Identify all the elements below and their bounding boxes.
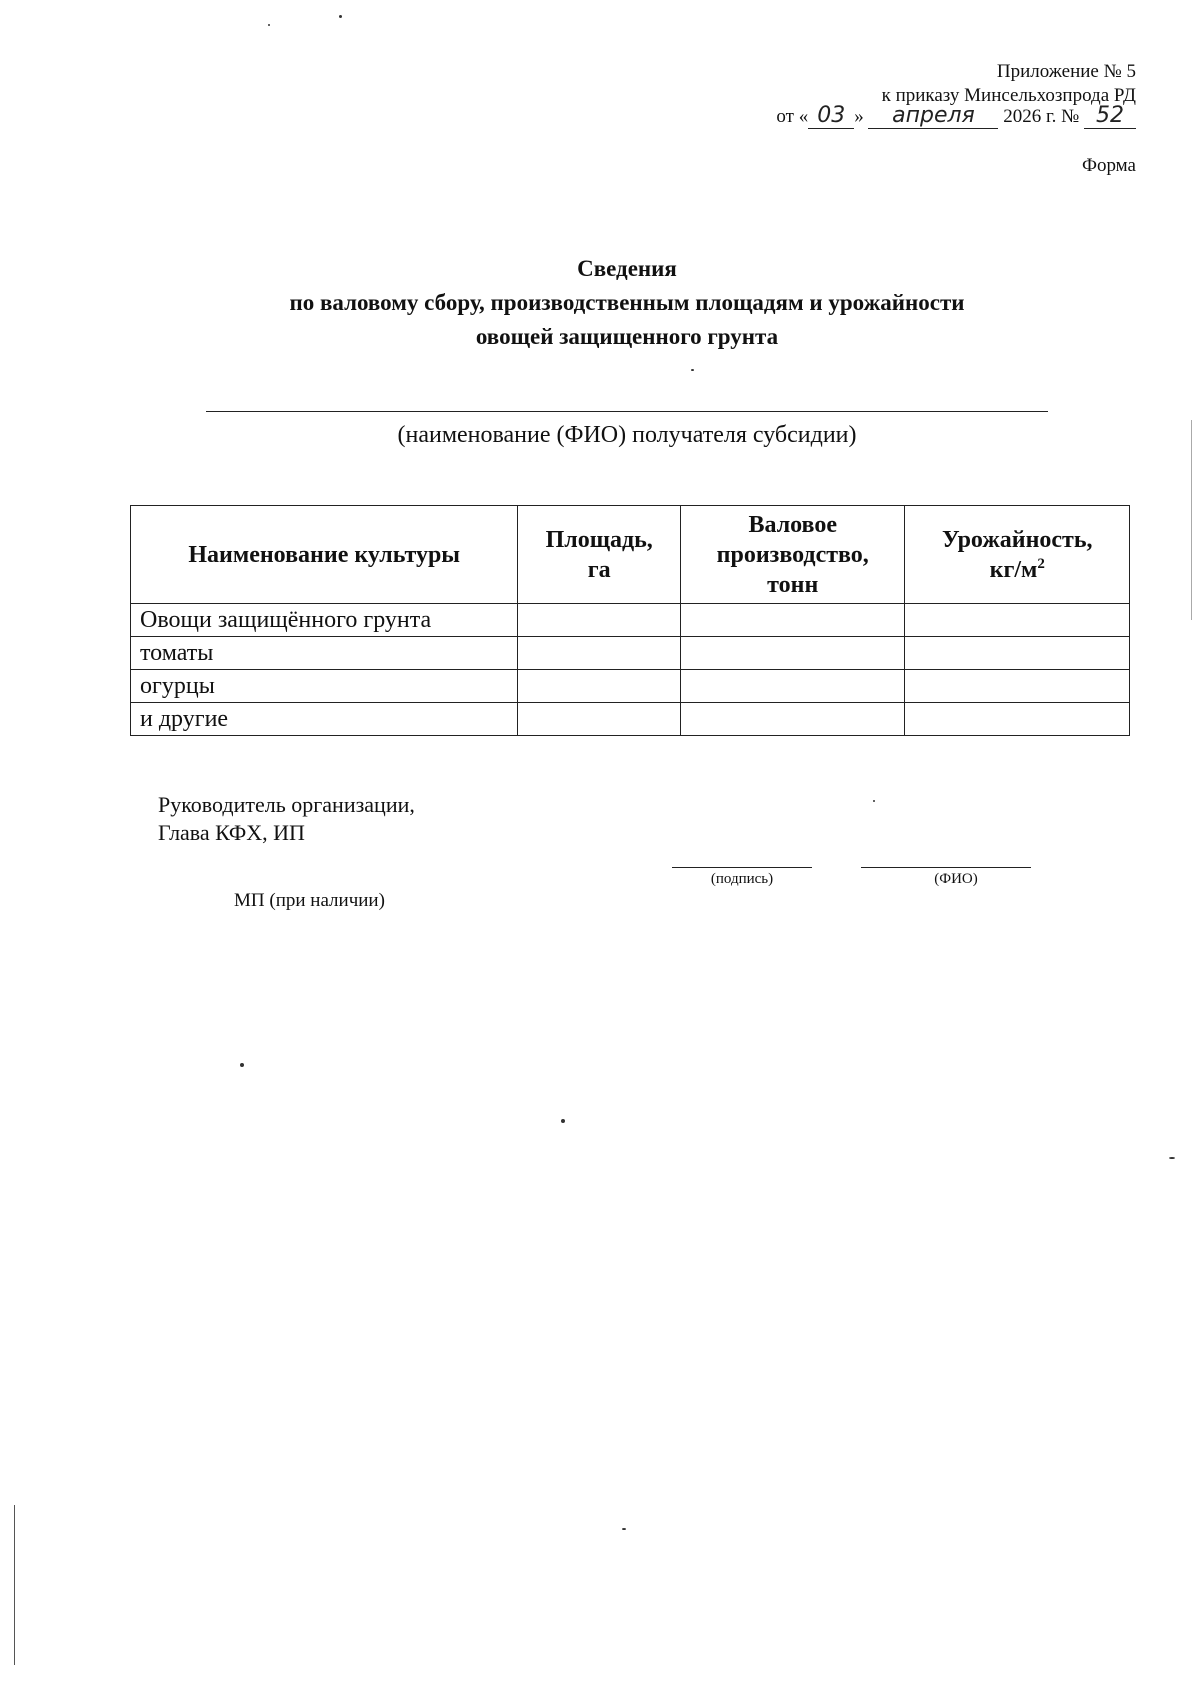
- date-sep: »: [854, 106, 864, 127]
- scan-speck: [691, 369, 694, 371]
- crop-name: томаты: [131, 637, 518, 670]
- area-cell[interactable]: [518, 637, 681, 670]
- table-row: [131, 670, 1130, 703]
- yield-cell[interactable]: [905, 670, 1130, 703]
- gross-cell[interactable]: [681, 604, 905, 637]
- order-label: к приказу Минсельхозпрода РД: [881, 85, 1136, 106]
- scan-speck: [873, 800, 875, 802]
- yield-cell[interactable]: [905, 637, 1130, 670]
- signature-field-line[interactable]: [672, 867, 812, 868]
- col-header-gross: Валовое производство, тонн: [681, 506, 905, 604]
- head-title: Руководитель организации,: [158, 792, 415, 817]
- crop-name: Овощи защищённого грунта: [131, 604, 518, 637]
- order-date-line: [776, 104, 1136, 134]
- order-number: 52: [1084, 104, 1136, 129]
- recipient-caption: (наименование (ФИО) получателя субсидии): [397, 422, 857, 448]
- appendix-label: Приложение № 5: [996, 61, 1136, 82]
- table-row: [131, 604, 1130, 637]
- gross-cell[interactable]: [681, 637, 905, 670]
- doc-title: Сведения: [577, 256, 677, 281]
- date-prefix: от «: [776, 106, 809, 127]
- crop-table: [130, 505, 1130, 736]
- doc-subtitle-2: овощей защищенного грунта: [475, 324, 779, 349]
- gross-cell[interactable]: [681, 670, 905, 703]
- table-header-row: [131, 506, 1130, 604]
- yield-cell[interactable]: [905, 703, 1130, 736]
- scan-speck: [268, 24, 270, 26]
- scan-speck: [240, 1063, 244, 1067]
- gross-cell[interactable]: [681, 703, 905, 736]
- date-year: 2026 г. №: [1003, 106, 1080, 127]
- table-row: [131, 703, 1130, 736]
- name-caption: (ФИО): [934, 871, 978, 887]
- doc-subtitle-1: по валовому сбору, производственным площадям и урожайности: [289, 290, 965, 315]
- area-cell[interactable]: [518, 703, 681, 736]
- date-day: 03: [808, 104, 854, 129]
- scan-edge: [14, 1505, 15, 1665]
- date-month: апреля: [868, 104, 998, 129]
- table-row: [131, 637, 1130, 670]
- area-cell[interactable]: [518, 604, 681, 637]
- scan-speck: [339, 15, 342, 18]
- scan-speck: [622, 1528, 626, 1530]
- signature-caption: (подпись): [710, 871, 774, 887]
- recipient-field-line[interactable]: [206, 411, 1048, 412]
- form-label: Форма: [1081, 155, 1136, 176]
- head-title-2: Глава КФХ, ИП: [158, 820, 305, 845]
- stamp-caption: МП (при наличии): [234, 890, 385, 911]
- col-header-yield: Урожайность, $кг/м^2$: [905, 506, 1130, 604]
- col-header-crop: Наименование культуры: [131, 506, 518, 604]
- crop-name: огурцы: [131, 670, 518, 703]
- yield-cell[interactable]: [905, 604, 1130, 637]
- scan-speck: [561, 1119, 565, 1123]
- scan-speck: [1169, 1157, 1175, 1159]
- col-header-area: Площадь, га: [518, 506, 681, 604]
- area-cell[interactable]: [518, 670, 681, 703]
- name-field-line[interactable]: [861, 867, 1031, 868]
- scan-edge: [1191, 420, 1192, 620]
- crop-name: и другие: [131, 703, 518, 736]
